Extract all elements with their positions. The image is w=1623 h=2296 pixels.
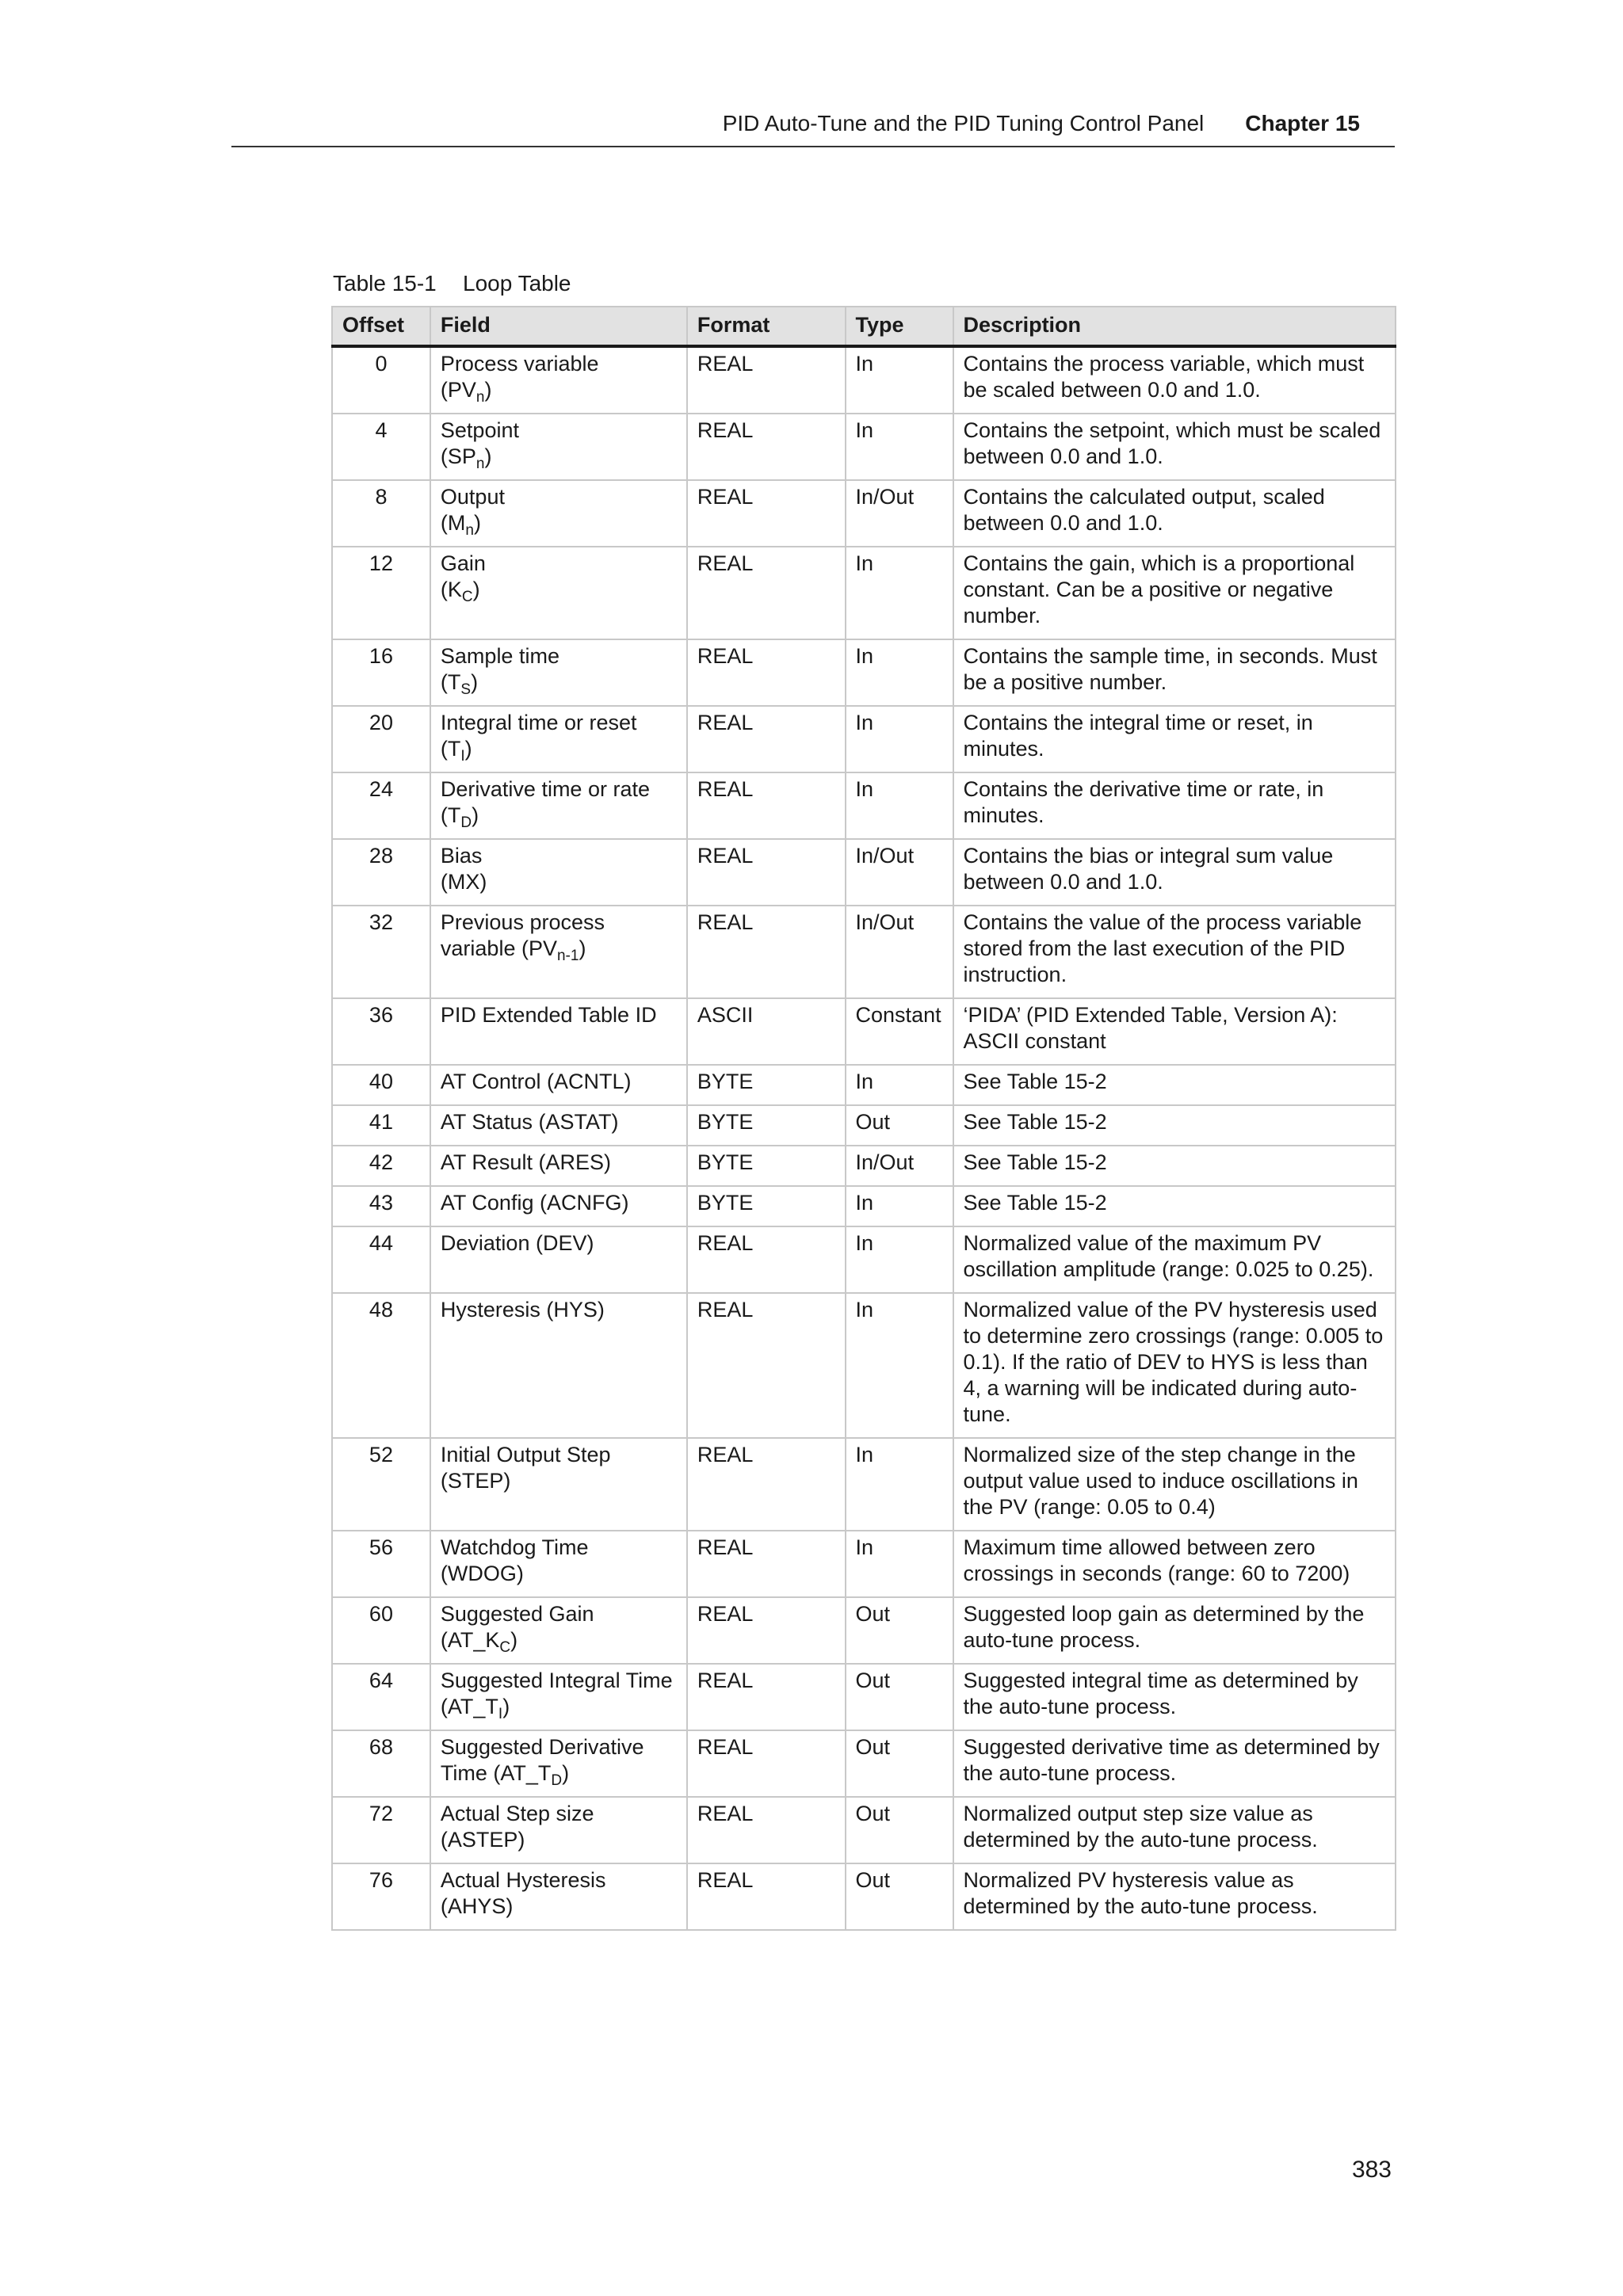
cell-field — [430, 1226, 687, 1293]
field-subscript: I — [498, 1706, 503, 1722]
field-line — [441, 1230, 677, 1257]
cell-offset: 4 — [332, 414, 430, 480]
field-line — [441, 1801, 677, 1827]
field-text: Suggested Integral Time — [440, 1669, 673, 1692]
field-text: Watchdog Time — [440, 1535, 589, 1559]
field-line — [441, 1150, 677, 1176]
cell-format: BYTE — [687, 1065, 846, 1105]
cell-type: In — [846, 1438, 953, 1531]
table-row — [332, 1105, 1396, 1146]
cell-format: REAL — [687, 1797, 846, 1863]
cell-format: REAL — [687, 1863, 846, 1930]
page-number: 383 — [1351, 2157, 1392, 2183]
field-line — [441, 444, 677, 470]
field-text: Actual Hysteresis — [440, 1868, 606, 1892]
table-caption-number: Table 15-1 — [333, 271, 437, 296]
cell-format: REAL — [687, 1597, 846, 1664]
loop-table — [331, 306, 1396, 1931]
cell-description: See Table 15-2 — [953, 1105, 1396, 1146]
cell-offset: 28 — [332, 839, 430, 906]
cell-type: Out — [846, 1597, 953, 1664]
field-text: Gain — [440, 551, 486, 575]
cell-offset: 20 — [332, 706, 430, 772]
cell-offset: 8 — [332, 480, 430, 547]
cell-offset: 36 — [332, 998, 430, 1065]
cell-description: Contains the process variable, which must be scaled between 0.0 and 1.0. — [953, 346, 1396, 414]
table-row — [332, 414, 1396, 480]
cell-field — [430, 1146, 687, 1186]
cell-format: REAL — [687, 1730, 846, 1797]
column-header-description: Description — [953, 307, 1396, 346]
cell-format: REAL — [687, 1293, 846, 1438]
cell-offset: 42 — [332, 1146, 430, 1186]
cell-offset: 76 — [332, 1863, 430, 1930]
field-text: PID Extended Table ID — [440, 1003, 657, 1027]
cell-offset: 44 — [332, 1226, 430, 1293]
cell-field — [430, 414, 687, 480]
field-line — [440, 377, 677, 406]
cell-description: ‘PIDA’ (PID Extended Table, Version A): ASCII constant — [953, 998, 1396, 1065]
cell-description: See Table 15-2 — [953, 1065, 1396, 1105]
table-row — [332, 772, 1396, 839]
cell-offset: 72 — [332, 1797, 430, 1863]
table-row — [332, 1065, 1396, 1105]
field-text: Suggested Derivative — [440, 1735, 644, 1759]
cell-offset: 43 — [332, 1186, 430, 1226]
field-text: Deviation (DEV) — [440, 1231, 594, 1255]
table-row — [332, 998, 1396, 1065]
field-text: Integral time or reset — [440, 711, 637, 734]
field-text: Derivative time or rate — [440, 777, 650, 801]
table-row — [332, 1730, 1396, 1797]
cell-format: REAL — [687, 906, 846, 998]
cell-field — [430, 1186, 687, 1226]
cell-type: In/Out — [846, 906, 953, 998]
cell-description: Suggested loop gain as determined by the auto-tune process. — [953, 1597, 1396, 1664]
cell-description: Contains the calculated output, scaled between 0.0 and 1.0. — [953, 480, 1396, 547]
field-line — [441, 1190, 677, 1216]
cell-type: In — [846, 1531, 953, 1597]
cell-field — [430, 1664, 687, 1730]
field-line — [441, 936, 677, 962]
cell-type: In — [846, 639, 953, 706]
cell-type: Out — [846, 1105, 953, 1146]
cell-field — [430, 1730, 687, 1797]
cell-offset: 16 — [332, 639, 430, 706]
field-line — [441, 551, 677, 577]
cell-description: Normalized PV hysteresis value as determined by the auto-tune process. — [953, 1863, 1396, 1930]
cell-field — [430, 772, 687, 839]
field-subscript: S — [460, 681, 472, 698]
field-line — [441, 577, 677, 603]
field-subscript: D — [551, 1772, 563, 1789]
cell-format: BYTE — [687, 1146, 846, 1186]
field-text: ) — [502, 1695, 510, 1718]
table-row — [332, 1597, 1396, 1664]
cell-format: REAL — [687, 547, 846, 639]
cell-description: Normalized value of the maximum PV oscillation amplitude (range: 0.025 to 0.25). — [953, 1226, 1396, 1293]
cell-offset: 40 — [332, 1065, 430, 1105]
field-line — [441, 1561, 677, 1587]
field-text: (AT_K — [440, 1628, 500, 1652]
table-body — [332, 346, 1396, 1930]
cell-description: Contains the sample time, in seconds. Must be a positive number. — [953, 639, 1396, 706]
field-text: ) — [473, 511, 481, 535]
field-subscript: D — [460, 814, 472, 831]
table-header-row — [332, 307, 1396, 346]
field-line — [441, 1760, 677, 1787]
cell-field — [430, 480, 687, 547]
column-header-offset: Offset — [332, 307, 430, 346]
field-line — [440, 510, 677, 539]
field-text: ) — [464, 737, 472, 761]
cell-field — [430, 1438, 687, 1531]
cell-field — [430, 906, 687, 998]
field-subscript: n — [475, 456, 485, 472]
field-subscript: n — [475, 389, 485, 406]
cell-offset: 60 — [332, 1597, 430, 1664]
cell-description: Suggested derivative time as determined by the auto-tune process. — [953, 1730, 1396, 1797]
field-line — [441, 418, 677, 444]
table-row — [332, 1226, 1396, 1293]
table-caption — [333, 271, 571, 296]
field-text: ) — [484, 378, 492, 402]
table-caption-title: Loop Table — [463, 271, 571, 296]
cell-offset: 48 — [332, 1293, 430, 1438]
field-line — [440, 1627, 677, 1656]
cell-offset: 52 — [332, 1438, 430, 1531]
field-line — [441, 910, 677, 936]
field-line — [441, 1734, 677, 1760]
table-row — [332, 1438, 1396, 1531]
field-text: (WDOG) — [440, 1562, 524, 1585]
cell-type: In — [846, 772, 953, 839]
cell-field — [430, 639, 687, 706]
cell-description: See Table 15-2 — [953, 1186, 1396, 1226]
table-row — [332, 1863, 1396, 1930]
field-subscript: C — [499, 1639, 511, 1656]
cell-offset: 41 — [332, 1105, 430, 1146]
cell-format: REAL — [687, 772, 846, 839]
cell-format: REAL — [687, 1664, 846, 1730]
cell-field — [430, 1863, 687, 1930]
field-text: (STEP) — [440, 1469, 511, 1493]
cell-type: In — [846, 414, 953, 480]
field-text: ) — [472, 578, 480, 601]
field-text: AT Control (ACNTL) — [440, 1070, 632, 1093]
cell-description: Contains the integral time or reset, in minutes. — [953, 706, 1396, 772]
field-line — [441, 1109, 677, 1135]
field-text: Hysteresis (HYS) — [440, 1298, 605, 1322]
cell-type: In — [846, 1065, 953, 1105]
field-line — [441, 1694, 677, 1720]
field-line — [441, 869, 677, 895]
field-text: (AHYS) — [440, 1894, 514, 1918]
table-row — [332, 1797, 1396, 1863]
field-text: (K — [440, 578, 462, 601]
cell-field — [430, 839, 687, 906]
field-text: ) — [484, 444, 492, 468]
cell-format: REAL — [687, 1438, 846, 1531]
cell-type: In — [846, 346, 953, 414]
cell-field — [430, 1105, 687, 1146]
field-line — [441, 1867, 677, 1894]
field-subscript: n-1 — [556, 948, 579, 964]
field-text: (PV — [440, 378, 476, 402]
field-text: Setpoint — [440, 418, 519, 442]
cell-format: REAL — [687, 839, 846, 906]
field-line — [441, 1069, 677, 1095]
cell-format: BYTE — [687, 1186, 846, 1226]
field-subscript: C — [461, 589, 473, 605]
field-text: ) — [510, 1628, 518, 1652]
field-text: Sample time — [440, 644, 559, 668]
cell-offset: 0 — [332, 346, 430, 414]
field-line — [441, 776, 677, 803]
field-line — [441, 1297, 677, 1323]
cell-field — [430, 1293, 687, 1438]
cell-type: In — [846, 547, 953, 639]
field-text: ) — [472, 803, 479, 827]
field-text: (T — [440, 670, 461, 694]
table-row — [332, 1293, 1396, 1438]
cell-field — [430, 1065, 687, 1105]
field-text: variable (PV — [440, 936, 557, 960]
cell-field — [430, 998, 687, 1065]
field-line — [441, 669, 677, 696]
cell-format: REAL — [687, 706, 846, 772]
cell-description: See Table 15-2 — [953, 1146, 1396, 1186]
cell-offset: 12 — [332, 547, 430, 639]
table-row — [332, 839, 1396, 906]
field-subscript: n — [465, 522, 474, 539]
field-text: Initial Output Step — [440, 1443, 611, 1466]
cell-format: REAL — [687, 480, 846, 547]
cell-type: In — [846, 1186, 953, 1226]
cell-description: Contains the bias or integral sum value between 0.0 and 1.0. — [953, 839, 1396, 906]
table-row — [332, 1186, 1396, 1226]
table-row — [332, 346, 1396, 414]
field-text: AT Config (ACNFG) — [440, 1191, 629, 1215]
field-line — [441, 1442, 677, 1468]
field-line — [441, 1601, 677, 1627]
field-text: Process variable — [440, 352, 599, 376]
field-line — [441, 643, 677, 669]
field-line — [441, 1894, 677, 1920]
cell-description: Contains the value of the process variable stored from the last execution of the PID instruction. — [953, 906, 1396, 998]
field-line — [440, 736, 677, 765]
cell-description: Suggested integral time as determined by the auto-tune process. — [953, 1664, 1396, 1730]
field-line — [441, 1535, 677, 1561]
cell-type: In — [846, 706, 953, 772]
field-text: Actual Step size — [440, 1802, 594, 1825]
field-text: Time (AT_T — [440, 1761, 552, 1785]
cell-type: Out — [846, 1664, 953, 1730]
field-line — [441, 1668, 677, 1694]
running-title: PID Auto-Tune and the PID Tuning Control Panel — [722, 111, 1205, 135]
field-line — [441, 484, 677, 510]
field-text: ) — [562, 1761, 570, 1785]
field-text: ) — [579, 936, 586, 960]
table-row — [332, 906, 1396, 998]
field-text: Previous process — [440, 910, 605, 934]
table-row — [332, 1531, 1396, 1597]
cell-field — [430, 346, 687, 414]
cell-format: REAL — [687, 414, 846, 480]
table-row — [332, 639, 1396, 706]
table-row — [332, 1146, 1396, 1186]
cell-offset: 24 — [332, 772, 430, 839]
field-text: (M — [440, 511, 466, 535]
cell-type: In — [846, 1226, 953, 1293]
field-subscript: I — [460, 748, 465, 765]
cell-description: Contains the setpoint, which must be scaled between 0.0 and 1.0. — [953, 414, 1396, 480]
field-text: (AT_T — [440, 1695, 498, 1718]
cell-offset: 56 — [332, 1531, 430, 1597]
cell-description: Normalized size of the step change in the output value used to induce oscillations in the PV (range: 0.05 to 0.4) — [953, 1438, 1396, 1531]
cell-type: In/Out — [846, 1146, 953, 1186]
cell-field — [430, 706, 687, 772]
chapter-label: Chapter 15 — [1245, 111, 1360, 135]
field-text: AT Result (ARES) — [440, 1150, 611, 1174]
field-text: (SP — [440, 444, 476, 468]
cell-format: BYTE — [687, 1105, 846, 1146]
field-line — [441, 843, 677, 869]
field-line — [441, 1002, 677, 1028]
cell-type: Constant — [846, 998, 953, 1065]
cell-field — [430, 1531, 687, 1597]
cell-field — [430, 547, 687, 639]
cell-type: Out — [846, 1797, 953, 1863]
running-header — [231, 111, 1395, 147]
cell-type: In — [846, 1293, 953, 1438]
table-row — [332, 480, 1396, 547]
cell-type: In/Out — [846, 480, 953, 547]
cell-description: Maximum time allowed between zero crossings in seconds (range: 60 to 7200) — [953, 1531, 1396, 1597]
field-text: (MX) — [440, 870, 487, 894]
cell-description: Contains the gain, which is a proportional constant. Can be a positive or negative number. — [953, 547, 1396, 639]
cell-field — [430, 1597, 687, 1664]
cell-field — [430, 1797, 687, 1863]
cell-description: Normalized output step size value as determined by the auto-tune process. — [953, 1797, 1396, 1863]
field-line — [441, 1468, 677, 1494]
cell-format: REAL — [687, 1226, 846, 1293]
cell-format: REAL — [687, 1531, 846, 1597]
cell-type: Out — [846, 1730, 953, 1797]
field-text: AT Status (ASTAT) — [440, 1110, 619, 1134]
table-row — [332, 706, 1396, 772]
table-row — [332, 547, 1396, 639]
cell-format: REAL — [687, 346, 846, 414]
column-header-field: Field — [430, 307, 687, 346]
cell-offset: 64 — [332, 1664, 430, 1730]
cell-type: In/Out — [846, 839, 953, 906]
field-text: (T — [440, 803, 461, 827]
field-text: ) — [471, 670, 479, 694]
field-line — [441, 1827, 677, 1853]
cell-offset: 68 — [332, 1730, 430, 1797]
cell-offset: 32 — [332, 906, 430, 998]
table-row — [332, 1664, 1396, 1730]
field-line — [441, 351, 677, 377]
field-line — [441, 803, 677, 829]
column-header-format: Format — [687, 307, 846, 346]
field-text: Output — [440, 485, 505, 509]
cell-format: ASCII — [687, 998, 846, 1065]
field-text: Bias — [440, 844, 483, 868]
cell-description: Contains the derivative time or rate, in minutes. — [953, 772, 1396, 839]
cell-description: Normalized value of the PV hysteresis used to determine zero crossings (range: 0.005 to 0.1). If the ratio of DEV to HYS is less than 4, a warning will be indicated during auto-tune. — [953, 1293, 1396, 1438]
field-line — [441, 710, 677, 736]
field-text: (T — [440, 737, 461, 761]
cell-format: REAL — [687, 639, 846, 706]
cell-type: Out — [846, 1863, 953, 1930]
column-header-type: Type — [846, 307, 953, 346]
field-text: (ASTEP) — [440, 1828, 525, 1852]
field-text: Suggested Gain — [440, 1602, 594, 1626]
